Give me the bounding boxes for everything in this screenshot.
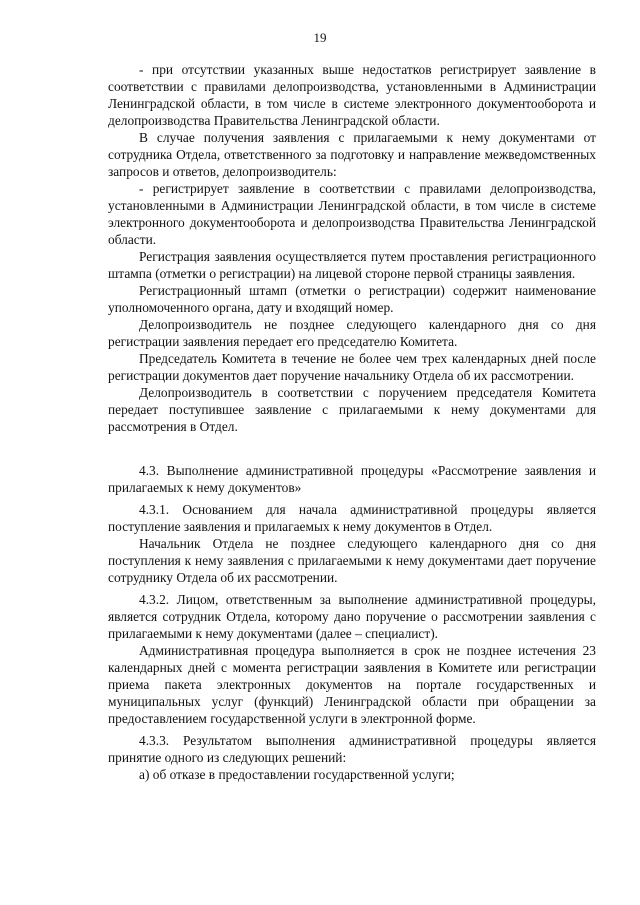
paragraph: Председатель Комитета в течение не более чем трех календарных дней после регистрации документов дает поручение начальнику Отдела об их рассмотрении. xyxy=(108,351,596,383)
document-body xyxy=(108,61,596,783)
paragraph: - регистрирует заявление в соответствии с правилами делопроизводства, установленными в Администрации Ленинградской области, в том числе в системе электронного документооборота и делопроизводства Правительства Ленинградской области. xyxy=(108,181,596,247)
paragraph: В случае получения заявления с прилагаемыми к нему документами от сотрудника Отдела, ответственного за подготовку и направление межведомственных запросов и ответов, делопроизводитель: xyxy=(108,130,596,179)
paragraph: Начальник Отдела не позднее следующего календарного дня со дня поступления к нему заявления с прилагаемыми к нему документами дает поручение сотруднику Отдела об их рассмотрении. xyxy=(108,536,596,585)
paragraph: 4.3.2. Лицом, ответственным за выполнение административной процедуры, является сотрудник Отдела, которому дано поручение о рассмотрении заявления с прилагаемыми к нему документами (далее – специалист). xyxy=(108,592,596,641)
paragraph: Делопроизводитель в соответствии с поручением председателя Комитета передает поступившее заявление с прилагаемыми к нему документами для рассмотрения в Отдел. xyxy=(108,385,596,434)
page-number: 19 xyxy=(313,30,327,45)
paragraph: 4.3.1. Основанием для начала административной процедуры является поступление заявления и прилагаемых к нему документов в Отдел. xyxy=(108,502,596,534)
paragraph: Административная процедура выполняется в срок не позднее истечения 23 календарных дней с момента регистрации заявления в Комитете или регистрации приема пакета электронных документов на портале государственных и муниципальных услуг (функций) Ленинградской области при обращении за предоставлением государственной услуги в электронной форме. xyxy=(108,643,596,726)
section-heading-4-3: 4.3. Выполнение административной процедуры «Рассмотрение заявления и прилагаемых к нему документов» xyxy=(108,463,596,495)
paragraph: Регистрационный штамп (отметки о регистрации) содержит наименование уполномоченного органа, дату и входящий номер. xyxy=(108,283,596,315)
paragraph: Регистрация заявления осуществляется путем проставления регистрационного штампа (отметки о регистрации) на лицевой стороне первой страницы заявления. xyxy=(108,249,596,281)
paragraph: 4.3.3. Результатом выполнения административной процедуры является принятие одного из следующих решений: xyxy=(108,733,596,765)
paragraph: Делопроизводитель не позднее следующего календарного дня со дня регистрации заявления передает его председателю Комитета. xyxy=(108,317,596,349)
paragraph: - при отсутствии указанных выше недостатков регистрирует заявление в соответствии с правилами делопроизводства, установленными в Администрации Ленинградской области, в том числе в системе электронного документооборота и делопроизводства Правительства Ленинградской области. xyxy=(108,62,596,128)
list-item: а) об отказе в предоставлении государственной услуги; xyxy=(139,767,455,782)
